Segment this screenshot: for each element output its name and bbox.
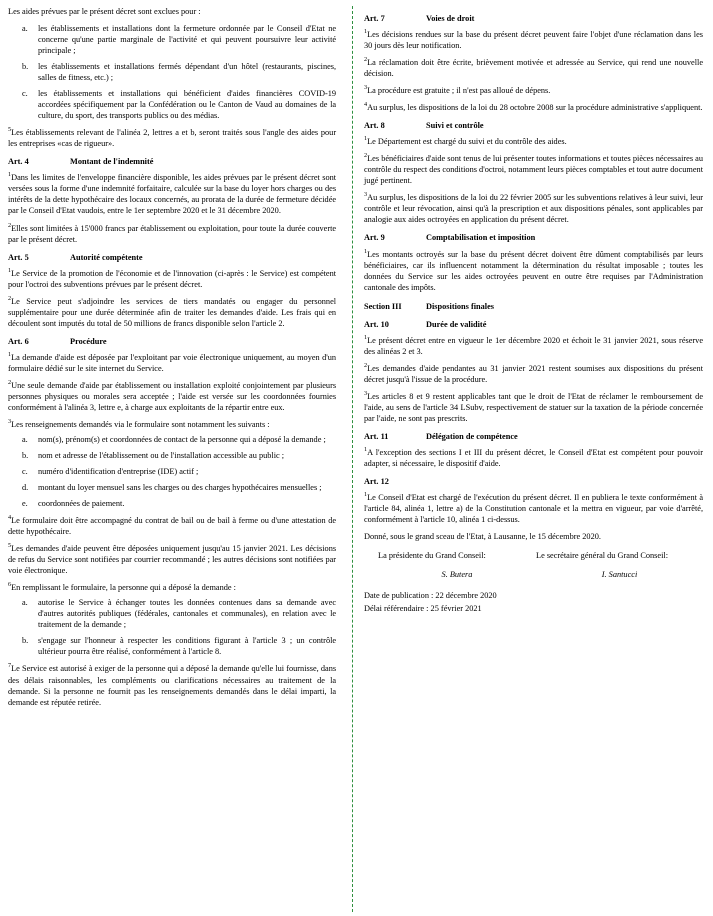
paragraph-number: 1 — [8, 351, 12, 359]
article-number: Art. 12 — [364, 477, 389, 486]
paragraph: $^2$Le Service peut s'adjoindre les services de tiers mandatés ou engager du personnel supplémentaire pour une durée déterminée afin de traiter les demandes d'aide. Les frais qui en découlent sont imputés du total de 50 millions de francs disponible selon l'article 2. — [8, 294, 337, 328]
referendum-deadline: Délai référendaire : 25 février 2021 — [364, 604, 482, 614]
article-heading-art5 — [8, 252, 336, 263]
list-marker: d. — [22, 483, 29, 493]
paragraph: $^2$La réclamation doit être écrite, brièvement motivée et adressée au Service, qui rend une nouvelle décision. — [364, 56, 704, 79]
paragraph-number: 2 — [8, 379, 12, 387]
article-heading-art8 — [364, 120, 703, 131]
paragraph-number: 2 — [8, 221, 12, 229]
paragraph-number: 1 — [8, 171, 12, 179]
list-text: montant du loyer mensuel sans les charges ou des charges hypothécaires mensuelles ; — [38, 483, 322, 493]
paragraph: $^1$Le Service de la promotion de l'économie et de l'innovation (ci-après : le Service) est compétent pour l'octroi des subventions prévues par le présent décret. — [8, 266, 337, 289]
article-number: Art. 9 — [364, 233, 385, 243]
article-heading-art10 — [364, 319, 703, 330]
column-divider-area — [346, 6, 360, 912]
list-item — [8, 635, 336, 657]
list-item — [8, 434, 336, 445]
paragraph: $^1$Le présent décret entre en vigueur le 1er décembre 2020 et échoit le 31 janvier 2021, sous réserve des alinéas 2 et 3. — [364, 333, 704, 356]
paragraph: $^1$A l'exception des sections I et III du présent décret, le Conseil d'Etat est compétent pour pouvoir adapter, si nécessaire, le dispositif d'aide. — [364, 446, 704, 468]
paragraph: $^1$Le Département est chargé du suivi et du contrôle des aides. — [364, 135, 567, 147]
article-title: Suivi et contrôle — [426, 121, 484, 131]
article-number: Art. 11 — [364, 431, 389, 441]
list-item — [8, 88, 336, 121]
signature-names — [364, 569, 703, 580]
signature-name-president: S. Butera — [441, 570, 473, 580]
article-heading-art7 — [364, 13, 703, 24]
section-number: Section III — [364, 301, 402, 311]
paragraph-number: 1 — [364, 446, 368, 454]
paragraph-number: 5 — [8, 542, 12, 550]
list-marker: a. — [22, 434, 28, 444]
paragraph: $^7$Le Service est autorisé à exiger de la personne qui a déposé la demande qu'elle lui fournisse, dans des délais raisonnables, les compléments ou clarifications nécessaires au traitement de la demande. Si la personne ne fournit pas les renseignements demandés dans le délai imparti, la demande est réputée retirée. — [8, 662, 337, 707]
list-text: nom(s), prénom(s) et coordonnées de contact de la personne qui a déposé la demande ; — [38, 434, 326, 444]
paragraph: $^1$Le Conseil d'Etat est chargé de l'exécution du présent décret. Il en publiera le texte conformément à l'article 84, alinéa 1, lettre a) de la Constitution cantonale et la mettra en vigueur, par voie d'arrêté, conformément à l'article 10, alinéa 1 ci-dessus. — [364, 491, 704, 525]
list-marker: e. — [22, 499, 28, 509]
dashed-divider — [352, 6, 353, 912]
article-number: Art. 7 — [364, 14, 385, 23]
paragraph-number: 4 — [8, 514, 12, 522]
publication-date: Date de publication : 22 décembre 2020 — [364, 591, 497, 601]
article-number: Art. 5 — [8, 252, 29, 262]
paragraph: $^2$Elles sont limitées à 15'000 francs par établissement ou exploitation, pour toute la durée couverte par le présent décret. — [8, 221, 337, 244]
paragraph-number: 6 — [8, 581, 12, 589]
list-text: numéro d'identification d'entreprise (IDE) actif ; — [38, 467, 199, 477]
list-text: autorise le Service à échanger toutes les données contenues dans sa demande avec d'autres autorités publiques (fédérales, cantonales et communales), en relation avec le traitement de la demande ; — [38, 598, 337, 630]
list-item — [8, 597, 336, 630]
paragraph: $^5$Les demandes d'aide peuvent être déposées uniquement jusqu'au 15 janvier 2021. Les décisions de refus du Service sont notifiées par courrier recommandé ; les autres décisions sont notifiées par voie électronique. — [8, 542, 337, 576]
paragraph: $^2$Une seule demande d'aide par établissement ou installation exploité conjointement par plusieurs personnes physiques ou morales sera acceptée ; l'aide est versée sur les coordonnées fournies conformément à l'alinéa 3, lettre e, à charge aux exploitants de la répartir entre eux. — [8, 379, 337, 412]
article-heading-art4 — [8, 156, 336, 167]
exclusions-intro: Les aides prévues par le présent décret sont exclues pour : — [8, 7, 201, 16]
paragraph: $^1$Les décisions rendues sur la base du présent décret peuvent faire l'objet d'une réclamation dans les 30 jours dès leur notification. — [364, 28, 704, 51]
article-title: Autorité compétente — [70, 252, 143, 262]
paragraph: $^6$En remplissant le formulaire, la personne qui a déposé la demande : — [8, 581, 236, 593]
right-column — [360, 6, 703, 912]
article-number: Art. 10 — [364, 319, 389, 329]
paragraph-number: 7 — [8, 662, 12, 670]
list-text: les établissements et installations fermés dépendant d'un hôtel (restaurants, piscines, salles de fitness, etc.) ; — [38, 62, 337, 83]
list-marker: c. — [22, 89, 28, 99]
article-heading-art12 — [364, 476, 703, 487]
article-number: Art. 8 — [364, 121, 385, 131]
article-heading-art11 — [364, 431, 703, 442]
article-title: Voies de droit — [426, 14, 475, 23]
list-item — [8, 482, 336, 493]
paragraph: $^3$Les articles 8 et 9 restent applicables tant que le droit de l'Etat de réclamer le remboursement de l'aide, au sens de l'article 34 LSubv, respectivement de statuer sur la taxation de la période concernée par l'aide, ne sont pas prescrits. — [364, 390, 704, 423]
paragraph: $^1$La demande d'aide est déposée par l'exploitant par voie électronique uniquement, au moyen d'un formulaire dédié sur le site internet du Service. — [8, 351, 337, 373]
paragraph-number: 3 — [8, 418, 12, 426]
article-title: Délégation de compétence — [426, 431, 518, 441]
paragraph: $^3$Les renseignements demandés via le formulaire sont notamment les suivants : — [8, 418, 270, 429]
article-title: Durée de validité — [426, 319, 487, 329]
paragraph-number: 1 — [364, 135, 368, 143]
signature-roles — [364, 550, 703, 561]
paragraph-number: 3 — [364, 191, 368, 199]
paragraph-number: 1 — [364, 28, 368, 36]
list-text: nom et adresse de l'établissement ou de l'installation accessible au public ; — [38, 451, 285, 460]
list-marker: a. — [22, 24, 28, 34]
paragraph-number: 1 — [364, 333, 368, 341]
article-title: Comptabilisation et imposition — [426, 233, 536, 243]
paragraph: $^1$Dans les limites de l'enveloppe financière disponible, les aides prévues par le présent décret sont versées sous la forme d'une indemnité forfaitaire, calculée sur la base du loyer hors charges ou des intérêts de la dette hypothécaire des locaux concernés, au prorata de la durée de fermeture décidée par le Conseil d'Etat vaudois, entre le 1er septembre 2020 et le 31 décembre 2020. — [8, 171, 337, 216]
list-item — [8, 61, 336, 83]
paragraph-number: 2 — [364, 56, 368, 64]
list-item — [8, 466, 336, 477]
paragraph: $^2$Les demandes d'aide pendantes au 31 janvier 2021 restent soumises aux dispositions du présent décret jusqu'à l'issue de la procédure. — [364, 361, 704, 384]
paragraph: $^3$La procédure est gratuite ; il n'est pas alloué de dépens. — [364, 84, 551, 96]
list-marker: a. — [22, 598, 28, 608]
spacer — [364, 582, 703, 590]
paragraph: $^2$Les bénéficiaires d'aide sont tenus de lui présenter toutes informations et toutes pièces nécessaires au contrôle du respect des conditions d'octroi, notamment leurs pièces comptables et tout autre document jugé pertinent. — [364, 152, 704, 186]
paragraph-number: 1 — [8, 266, 12, 274]
paragraph-number: 3 — [364, 84, 368, 92]
list-marker: c. — [22, 467, 28, 477]
list-text: coordonnées de paiement. — [38, 499, 125, 509]
paragraph: $^4$Le formulaire doit être accompagné du contrat de bail ou de bail à ferme ou d'une attestation de dette hypothécaire. — [8, 514, 337, 537]
section-heading-3 — [364, 301, 703, 312]
list-marker: b. — [22, 451, 29, 460]
paragraph: $^5$Les établissements relevant de l'alinéa 2, lettres a et b, seront traités sous l'angle des aides pour les entreprises «cas de rigueur». — [8, 126, 337, 149]
paragraph-number: 2 — [364, 361, 368, 369]
article-title: Montant de l'indemnité — [70, 157, 154, 167]
declaration-list — [8, 597, 336, 657]
paragraph-number: 1 — [364, 247, 368, 255]
form-fields-list — [8, 434, 336, 509]
paragraph-number: 2 — [8, 294, 12, 302]
signature-name-secretary: I. Santucci — [601, 570, 638, 580]
paragraph: $^3$Au surplus, les dispositions de la loi du 22 février 2005 sur les subventions relatives à leur suivi, leur contrôle et leur révocation, ainsi qu'à la prescription et aux dispositions pénales, sont applicables par analogie aux aides octroyées en application du présent décret. — [364, 191, 704, 225]
list-item — [8, 498, 336, 509]
article-title: Procédure — [70, 336, 107, 346]
section-title: Dispositions finales — [426, 301, 495, 311]
signature-role-secretary: Le secrétaire général du Grand Conseil: — [536, 551, 669, 561]
paragraph: $^4$Au surplus, les dispositions de la loi du 28 octobre 2008 sur la procédure administrative s'appliquent. — [364, 101, 703, 113]
paragraph-number: 2 — [364, 152, 368, 160]
list-marker: b. — [22, 636, 29, 646]
paragraph-number: 3 — [364, 390, 368, 398]
left-column — [8, 6, 346, 912]
paragraph: $^1$Les montants octroyés sur la base du présent décret doivent être dûment comptabilisés par leurs bénéficiaires, car ils influencent notamment la détermination du résultat imposable ; toutes les données du Service sur les aides octroyées peuvent en outre être requises par l'Administration cantonale des impôts. — [364, 247, 704, 292]
article-heading-art9 — [364, 232, 703, 243]
list-text: les établissements et installations qui bénéficient d'aides financières COVID-19 accordées spécifiquement par la Confédération ou le Canton de Vaud au domaines de la culture, du sport, des transports publics ou des médias. — [38, 89, 337, 121]
article-number: Art. 4 — [8, 157, 29, 167]
list-item — [8, 23, 336, 56]
article-number: Art. 6 — [8, 336, 29, 346]
signature-role-president: La présidente du Grand Conseil: — [378, 551, 486, 561]
exclusions-list — [8, 23, 336, 121]
article-heading-art6 — [8, 336, 336, 347]
paragraph-number: 4 — [364, 101, 368, 109]
paragraph-number: 5 — [8, 126, 12, 134]
list-text: s'engage sur l'honneur à respecter les conditions figurant à l'article 3 ; un contrôle ultérieur pourra être réalisé, conformément à l'article 8. — [38, 636, 337, 657]
closing-statement: Donné, sous le grand sceau de l'Etat, à Lausanne, le 15 décembre 2020. — [364, 532, 601, 542]
paragraph-number: 1 — [364, 491, 368, 499]
list-marker: b. — [22, 62, 29, 72]
list-text: les établissements et installations dont la fermeture ordonnée par le Conseil d'Etat ne concerne qu'une partie marginale de l'activité et qui peuvent poursuivre leur activité principale ; — [38, 24, 337, 56]
list-item — [8, 450, 336, 461]
